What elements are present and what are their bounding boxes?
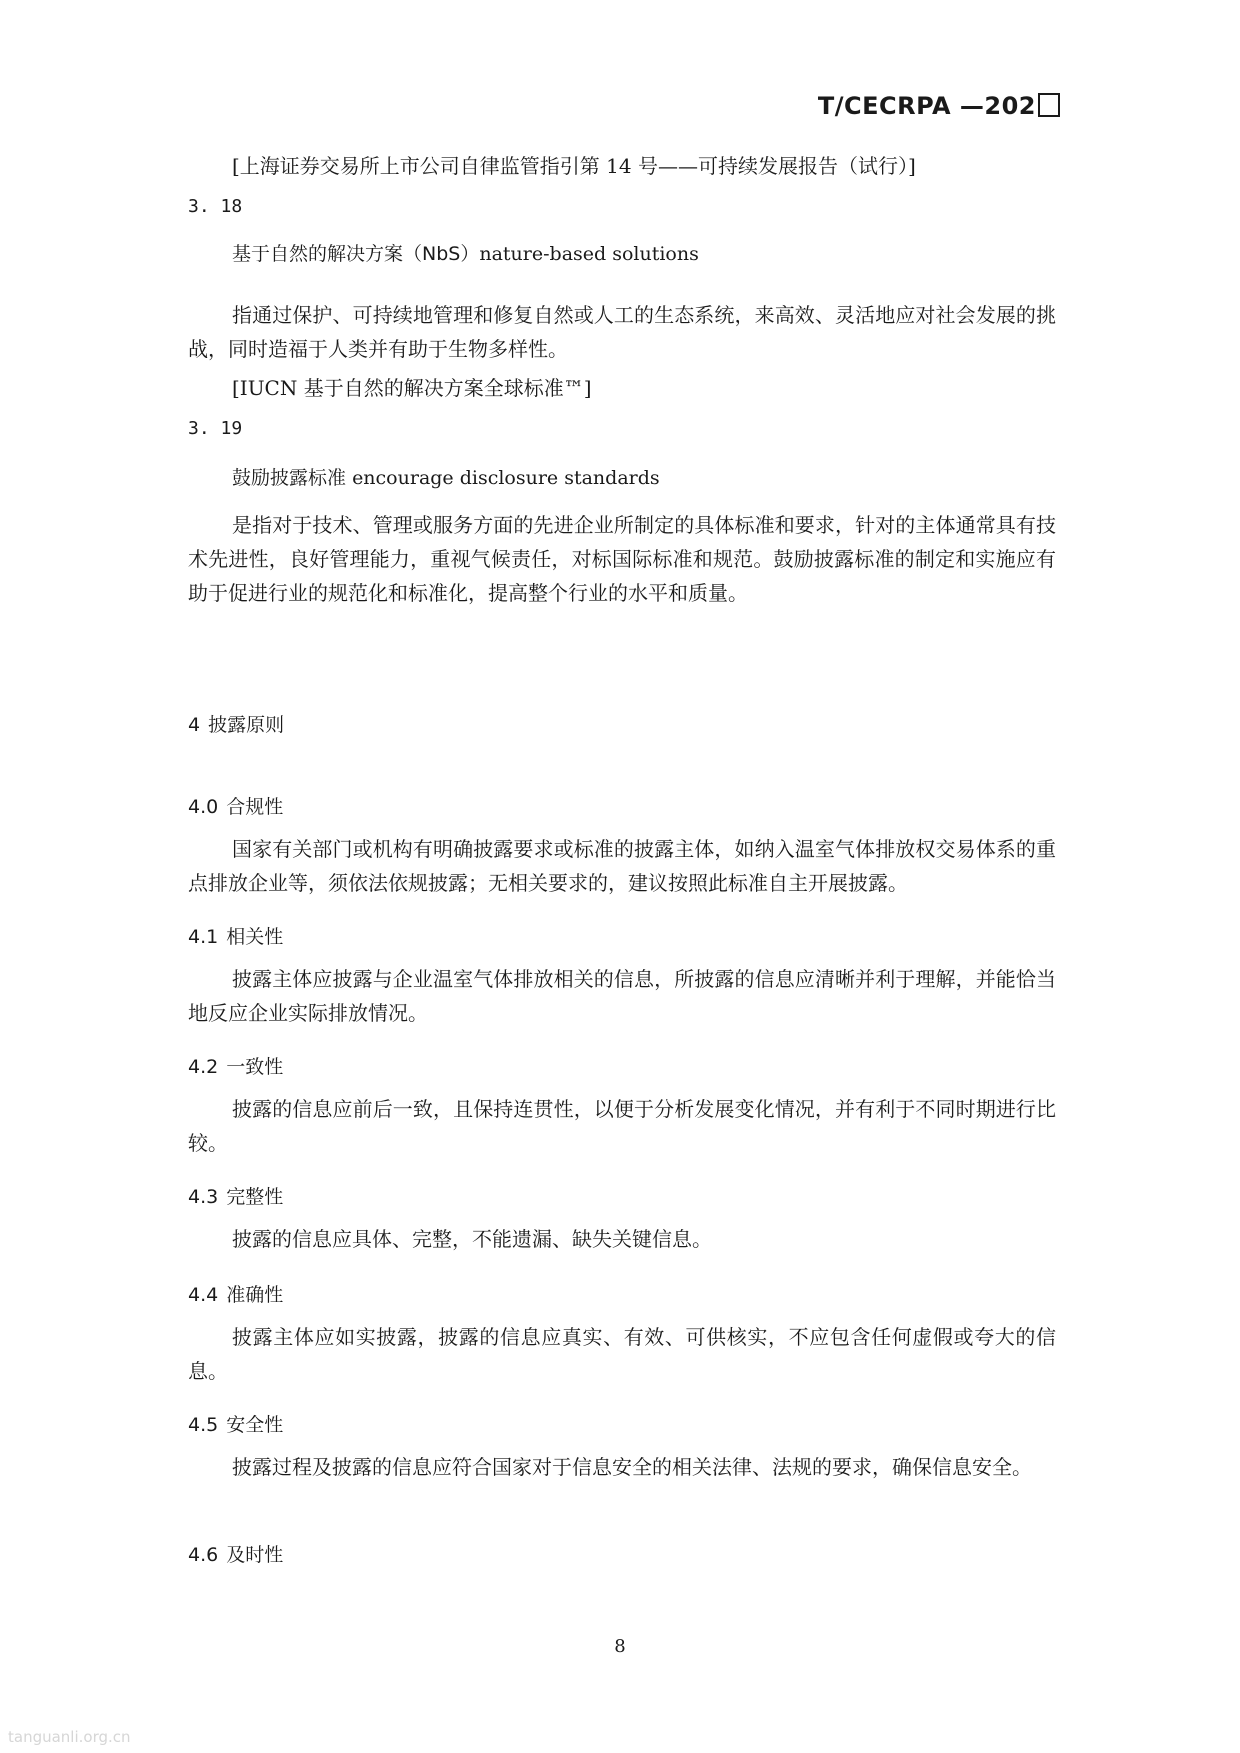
blank-box-icon	[1038, 93, 1060, 117]
section-title: 披露原则	[208, 714, 285, 736]
section-heading-4	[188, 710, 284, 737]
principle-text-4-5: 披露过程及披露的信息应符合国家对于信息安全的相关法律、法规的要求，确保信息安全。	[232, 1455, 1032, 1479]
term-3-18	[232, 239, 699, 266]
principle-number: 4.1	[188, 926, 219, 948]
principle-number: 4.2	[188, 1056, 219, 1078]
section-number: 4	[188, 714, 201, 736]
principle-heading-4-5	[188, 1410, 283, 1437]
definition-3-19: 是指对于技术、管理或服务方面的先进企业所制定的具体标准和要求，针对的主体通常具有技术先进性，良好管理能力，重视气候责任，对标国际标准和规范。鼓励披露标准的制定和实施应有助于促进行业的规范化和标准化，提高整个行业的水平和质量。	[188, 513, 1056, 605]
principle-number: 4.5	[188, 1414, 219, 1436]
watermark: tanguanli.org.cn	[8, 1728, 131, 1746]
principle-heading-4-3	[188, 1182, 283, 1209]
principle-title: 准确性	[226, 1284, 284, 1306]
term-en: nature-based solutions	[479, 243, 699, 265]
principle-title: 一致性	[226, 1056, 284, 1078]
principle-heading-4-6	[188, 1540, 283, 1567]
principle-title: 相关性	[226, 926, 284, 948]
principle-heading-4-2	[188, 1052, 283, 1079]
principle-text-4-0: 国家有关部门或机构有明确披露要求或标准的披露主体，如纳入温室气体排放权交易体系的重点排放企业等，须依法依规披露；无相关要求的，建议按照此标准自主开展披露。	[188, 837, 1056, 895]
term-cn: 基于自然的解决方案（NbS）	[232, 243, 480, 265]
principle-heading-4-4	[188, 1280, 283, 1307]
term-en: encourage disclosure standards	[352, 467, 660, 489]
term-cn: 鼓励披露标准	[232, 467, 347, 489]
principle-text-4-1: 披露主体应披露与企业温室气体排放相关的信息，所披露的信息应清晰并利于理解，并能恰当地反应企业实际排放情况。	[188, 967, 1056, 1025]
principle-text-4-4: 披露主体应如实披露，披露的信息应真实、有效、可供核实，不应包含任何虚假或夸大的信息。	[188, 1325, 1056, 1383]
clause-number-3-18: 3. 18	[188, 196, 243, 217]
standard-code: T/CECRPA —202	[817, 92, 1036, 120]
principle-number: 4.0	[188, 796, 219, 818]
principle-number: 4.3	[188, 1186, 219, 1208]
definition-3-18: 指通过保护、可持续地管理和修复自然或人工的生态系统，来高效、灵活地应对社会发展的挑战，同时造福于人类并有助于生物多样性。	[188, 303, 1056, 361]
standard-code-header	[818, 92, 1060, 120]
page-number: 8	[614, 1636, 626, 1657]
principle-heading-4-0	[188, 792, 283, 819]
principle-number: 4.4	[188, 1284, 219, 1306]
term-3-19	[232, 463, 660, 490]
principle-title: 合规性	[226, 796, 284, 818]
principle-title: 及时性	[226, 1544, 284, 1566]
principle-title: 完整性	[226, 1186, 284, 1208]
principle-text-4-3: 披露的信息应具体、完整，不能遗漏、缺失关键信息。	[232, 1227, 712, 1251]
principle-heading-4-1	[188, 922, 283, 949]
principle-title: 安全性	[226, 1414, 284, 1436]
reference-3-18: [IUCN 基于自然的解决方案全球标准™]	[232, 376, 592, 400]
principle-text-4-2: 披露的信息应前后一致，且保持连贯性，以便于分析发展变化情况，并有利于不同时期进行比较。	[188, 1097, 1056, 1155]
clause-number-3-19: 3. 19	[188, 418, 243, 439]
principle-number: 4.6	[188, 1544, 219, 1566]
reference-line: [上海证券交易所上市公司自律监管指引第 14 号——可持续发展报告（试行）]	[232, 154, 916, 178]
